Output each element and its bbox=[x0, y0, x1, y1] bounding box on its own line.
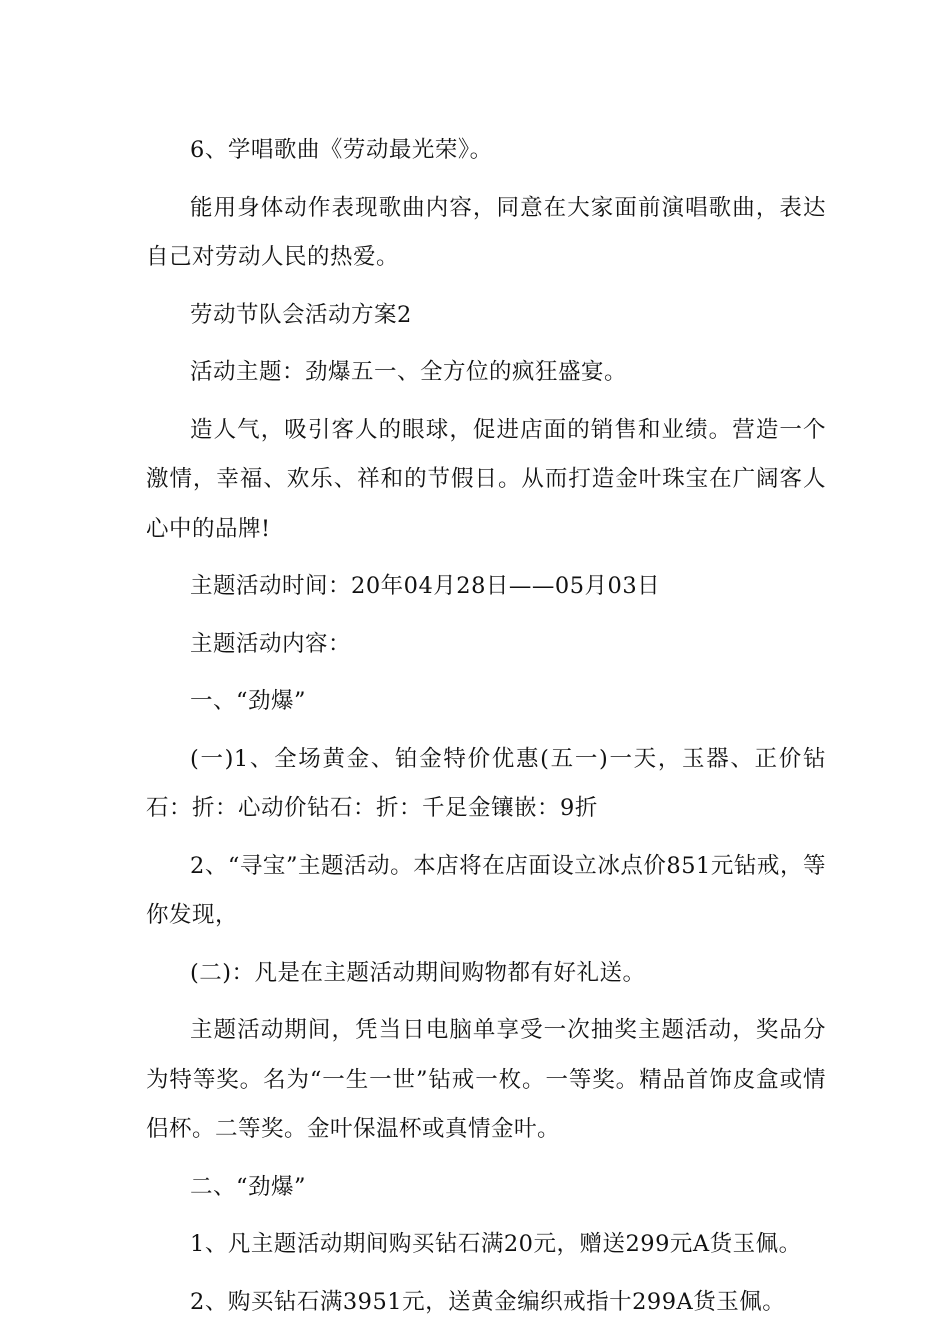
paragraph-diamond-gift-1: 1、凡主题活动期间购买钻石满20元，赠送299元A货玉佩。 bbox=[190, 1231, 802, 1257]
paragraph-lottery: 主题活动期间，凭当日电脑单享受一次抽奖主题活动，奖品分为特等奖。名为“一生一世”钻戒一枚。一等奖。精品首饰皮盒或情侣杯。二等奖。金叶保温杯或真情金叶。 bbox=[146, 1017, 826, 1142]
subheading-part-1: 一、“劲爆” bbox=[190, 688, 307, 714]
paragraph-gifts: (二)：凡是在主题活动期间购物都有好礼送。 bbox=[190, 959, 646, 986]
paragraph-content-heading: 主题活动内容： bbox=[190, 630, 352, 657]
paragraph-purpose: 造人气，吸引客人的眼球，促进店面的销售和业绩。营造一个激情，幸福、欢乐、祥和的节假日。从而打造金叶珠宝在广阔客人心中的品牌! bbox=[146, 416, 826, 542]
paragraph-time: 主题活动时间：20年04月28日——05月03日 bbox=[190, 573, 661, 599]
subheading-part-2: 二、“劲爆” bbox=[190, 1173, 307, 1200]
paragraph-theme: 活动主题：劲爆五一、全方位的疯狂盛宴。 bbox=[190, 359, 628, 385]
paragraph-diamond-gift-2: 2、购买钻石满3951元，送黄金编织戒指十299A货玉佩。 bbox=[190, 1288, 786, 1315]
paragraph-discounts: (一)1、全场黄金、铂金特价优惠(五一)一天，玉器、正价钻石：折：心动价钻石：折：千足金镶嵌：9折 bbox=[146, 745, 826, 821]
section-title-plan-2: 劳动节队会活动方案2 bbox=[190, 301, 412, 328]
document-body bbox=[146, 126, 826, 1335]
paragraph-song-item: 6、学唱歌曲《劳动最光荣》。 bbox=[190, 137, 493, 163]
paragraph-song-goal: 能用身体动作表现歌曲内容，同意在大家面前演唱歌曲，表达自己对劳动人民的热爱。 bbox=[146, 194, 826, 270]
paragraph-treasure-hunt: 2、“寻宝”主题活动。本店将在店面设立冰点价851元钻戒，等你发现， bbox=[146, 852, 826, 928]
